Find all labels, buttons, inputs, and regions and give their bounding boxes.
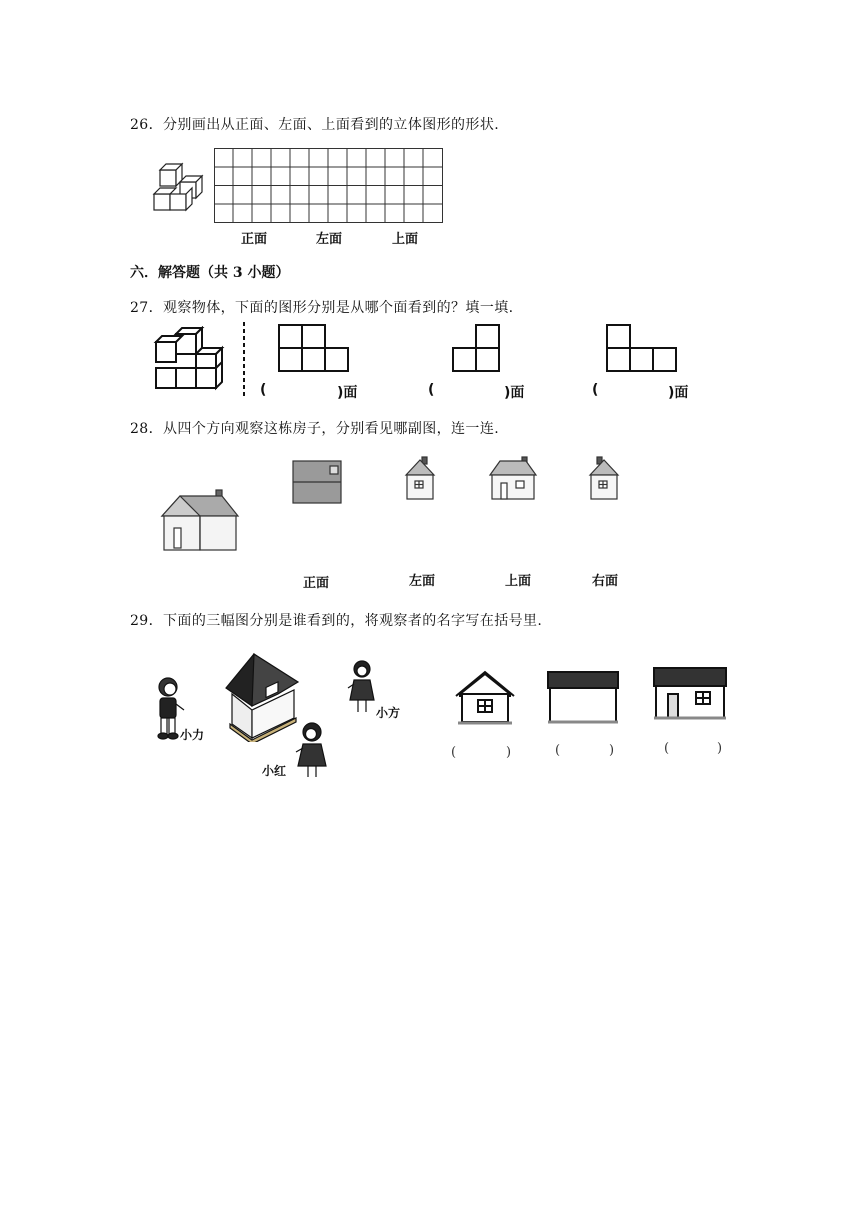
q26-cube-figure — [150, 158, 210, 214]
q29-view-3-house-front — [652, 666, 728, 722]
q29-blank-1-close[interactable]: ) — [506, 745, 512, 760]
q26-label-top: 上面 — [392, 232, 419, 247]
q28-label-left: 左面 — [409, 574, 436, 589]
q27-blank-2-close[interactable]: )面 — [504, 385, 525, 401]
q28-view-front — [488, 455, 538, 501]
q27-blank-1-close[interactable]: )面 — [337, 385, 358, 401]
q27-blank-1-open: ( — [260, 382, 267, 398]
question-26-text: 26．分别画出从正面、左面、上面看到的立体图形的形状. — [130, 117, 500, 133]
q27-blank-3-close[interactable]: )面 — [668, 385, 689, 401]
q27-view-2 — [452, 324, 502, 374]
question-28-text: 28．从四个方向观察这栋房子，分别看见哪副图，连一连. — [130, 421, 500, 437]
q28-view-top — [292, 460, 344, 506]
q29-name-xiaoli: 小力 — [180, 728, 205, 742]
q29-name-xiaofang: 小方 — [376, 706, 401, 720]
q29-blank-2-close[interactable]: ) — [609, 743, 615, 758]
q29-girl-xiaohong — [294, 722, 330, 782]
q28-view-side-b — [588, 455, 620, 501]
q27-view-1 — [278, 324, 350, 374]
q29-blank-2-open: ( — [555, 743, 561, 758]
q26-drawing-grid — [214, 148, 446, 226]
section-6-title: 六．解答题（共 3 小题） — [130, 265, 290, 281]
q26-label-left: 左面 — [316, 232, 343, 247]
q29-view-2-house-back — [546, 670, 620, 726]
q28-label-top: 上面 — [505, 574, 532, 589]
question-29-text: 29．下面的三幅图分别是谁看到的，将观察者的名字写在括号里. — [130, 613, 543, 629]
q28-house-3d — [160, 486, 240, 554]
q27-view-3 — [606, 324, 678, 374]
q29-blank-3-open: ( — [664, 741, 670, 756]
q29-girl-xiaofang — [346, 660, 378, 716]
q27-blank-3-open: ( — [592, 382, 599, 398]
q27-blank-2-open: ( — [428, 382, 435, 398]
question-27-text: 27．观察物体，下面的图形分别是从哪个面看到的？填一填. — [130, 300, 514, 316]
q28-label-right: 右面 — [592, 574, 619, 589]
q29-name-xiaohong: 小红 — [262, 764, 287, 778]
q27-divider — [242, 322, 246, 398]
q29-blank-1-open: ( — [451, 745, 457, 760]
q26-label-front: 正面 — [241, 232, 268, 247]
q28-view-side-a — [404, 455, 436, 501]
q28-label-front: 正面 — [303, 576, 330, 591]
q29-view-1-house-side — [454, 668, 516, 726]
q29-house-3d — [222, 652, 302, 742]
q29-blank-3-close[interactable]: ) — [717, 741, 723, 756]
q27-cube-solid — [152, 326, 236, 392]
